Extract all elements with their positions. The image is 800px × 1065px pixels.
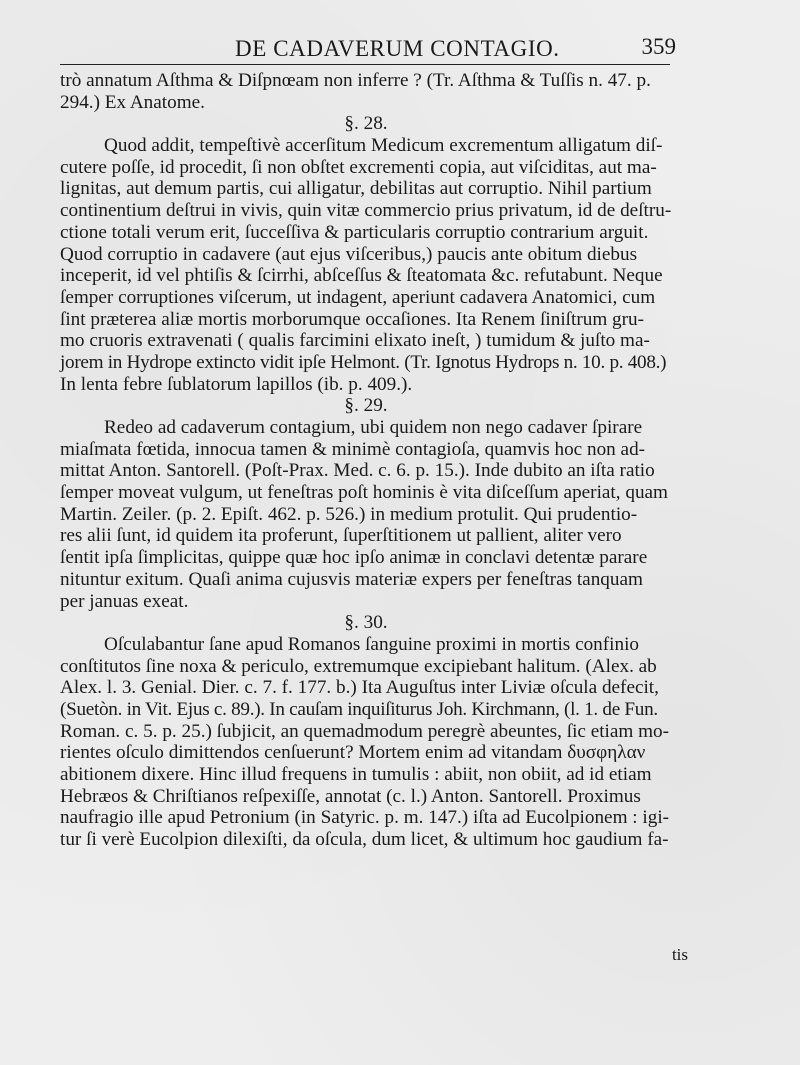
text-line: Oſculabantur ſane apud Romanos ſanguine proximi in mortis confinio xyxy=(104,633,640,655)
text-line: nituntur exitum. Quaſi anima cujusvis materiæ expers per feneſtras tanquam xyxy=(60,568,643,590)
text-line: ſentit ipſa ſimplicitas, quippe quæ hoc ipſo animæ in conclavi detentæ parare xyxy=(60,547,648,569)
text-line: mittat Anton. Santorell. (Poſt-Prax. Med. c. 6. p. 15.). Inde dubito an iſta ratio xyxy=(60,460,655,482)
running-title: DE CADAVERUM CONTAGIO. xyxy=(235,36,560,61)
section-number: §. 30. xyxy=(344,612,388,634)
text-line: In lenta febre ſublatorum lapillos (ib. p. 409.). xyxy=(60,373,413,395)
text-line: conſtitutos ſine noxa & periculo, extremumque excipiebant halitum. (Alex. ab xyxy=(60,655,657,677)
text-line: 294.) Ex Anatome. xyxy=(60,91,205,113)
text-line: (Suetòn. in Vit. Ejus c. 89.). In cauſam inquiſiturus Joh. Kirchmann, (l. 1. de Fun. xyxy=(60,698,658,720)
text-line: naufragio ille apud Petronium (in Satyric. p. m. 147.) iſta ad Eucolpionem : igi- xyxy=(60,807,670,829)
text-line: miaſmata fœtida, innocua tamen & minimè contagioſa, quamvis hoc non ad- xyxy=(60,438,646,460)
text-line: Quod addit, tempeſtivè accerſitum Medicum excrementum alligatum diſ- xyxy=(104,135,663,157)
text-line: Quod corruptio in cadavere (aut ejus viſceribus,) paucis ante obitum diebus xyxy=(60,243,638,265)
running-head xyxy=(60,32,676,65)
page-number: 359 xyxy=(641,34,676,59)
text-line: inceperit, id vel phtiſis & ſcirrhi, abſceſſus & ſteatomata &c. refutabunt. Neque xyxy=(60,265,663,287)
catchword: tis xyxy=(671,945,688,964)
text-line: rientes oſculo dimittendos cenſuerunt? Mortem enim ad vitandam δυσφηλαν xyxy=(60,742,646,764)
text-line: ctione totali verum erit, ſucceſſiva & particularis corruptio contrarium arguit. xyxy=(60,221,649,243)
text-line: mo cruoris extravenati ( qualis farcimini elixato ineſt, ) tumidum & juſto ma- xyxy=(60,330,650,352)
text-line: lignitas, aut demum partis, cui alligatur, debilitas aut corruptio. Nihil partium xyxy=(60,178,652,200)
text-line: Alex. l. 3. Genial. Dier. c. 7. f. 177. b.) Ita Auguſtus inter Liviæ oſcula defecit, xyxy=(60,677,659,699)
body-text xyxy=(60,70,672,851)
text-line: Roman. c. 5. p. 25.) ſubjicit, an quemadmodum peregrè abeuntes, ſic etiam mo- xyxy=(60,720,670,742)
text-line: Hebræos & Chriſtianos reſpexiſſe, annotat (c. l.) Anton. Santorell. Proximus xyxy=(60,785,641,807)
text-line: ſemper moveat vulgum, ut feneſtras poſt hominis è vita diſceſſum aperiat, quam xyxy=(60,482,668,504)
text-line: tur ſi verè Eucolpion dilexiſti, da oſcula, dum licet, & ultimum hoc gaudium fa- xyxy=(60,829,669,851)
text-line: ſemper corruptiones viſcerum, ut indagent, aperiunt cadavera Anatomici, cum xyxy=(60,286,656,308)
text-line: res alii ſunt, id quidem ita proferunt, ſuperſtitionem ut pallient, aliter vero xyxy=(60,525,622,547)
section-number: §. 29. xyxy=(344,395,388,417)
text-line: abitionem dixere. Hinc illud frequens in tumulis : abiit, non obiit, ad id etiam xyxy=(60,764,652,785)
text-line: jorem in Hydrope extincto vidit ipſe Helmont. (Tr. Ignotus Hydrops n. 10. p. 408.) xyxy=(60,351,667,373)
text-line: Martin. Zeiler. (p. 2. Epiſt. 462. p. 526.) in medium protulit. Qui prudentio- xyxy=(60,503,638,525)
text-line: ſint præterea aliæ mortis morborumque occaſiones. Ita Renem ſiniſtrum gru- xyxy=(60,308,645,330)
text-line: Redeo ad cadaverum contagium, ubi quidem non nego cadaver ſpirare xyxy=(104,417,643,438)
section-number: §. 28. xyxy=(344,113,388,135)
text-line: continentium deſtrui in vivis, quin vitæ commercio prius privatum, id de deſtru- xyxy=(60,200,672,222)
text-line: cutere poſſe, id procedit, ſi non obſtet excrementi copia, aut viſciditas, aut ma- xyxy=(60,156,657,178)
text-line: per januas exeat. xyxy=(60,590,189,612)
text-line: trò annatum Aſthma & Diſpnœam non inferre ? (Tr. Aſthma & Tuſſis n. 47. p. xyxy=(60,70,651,91)
